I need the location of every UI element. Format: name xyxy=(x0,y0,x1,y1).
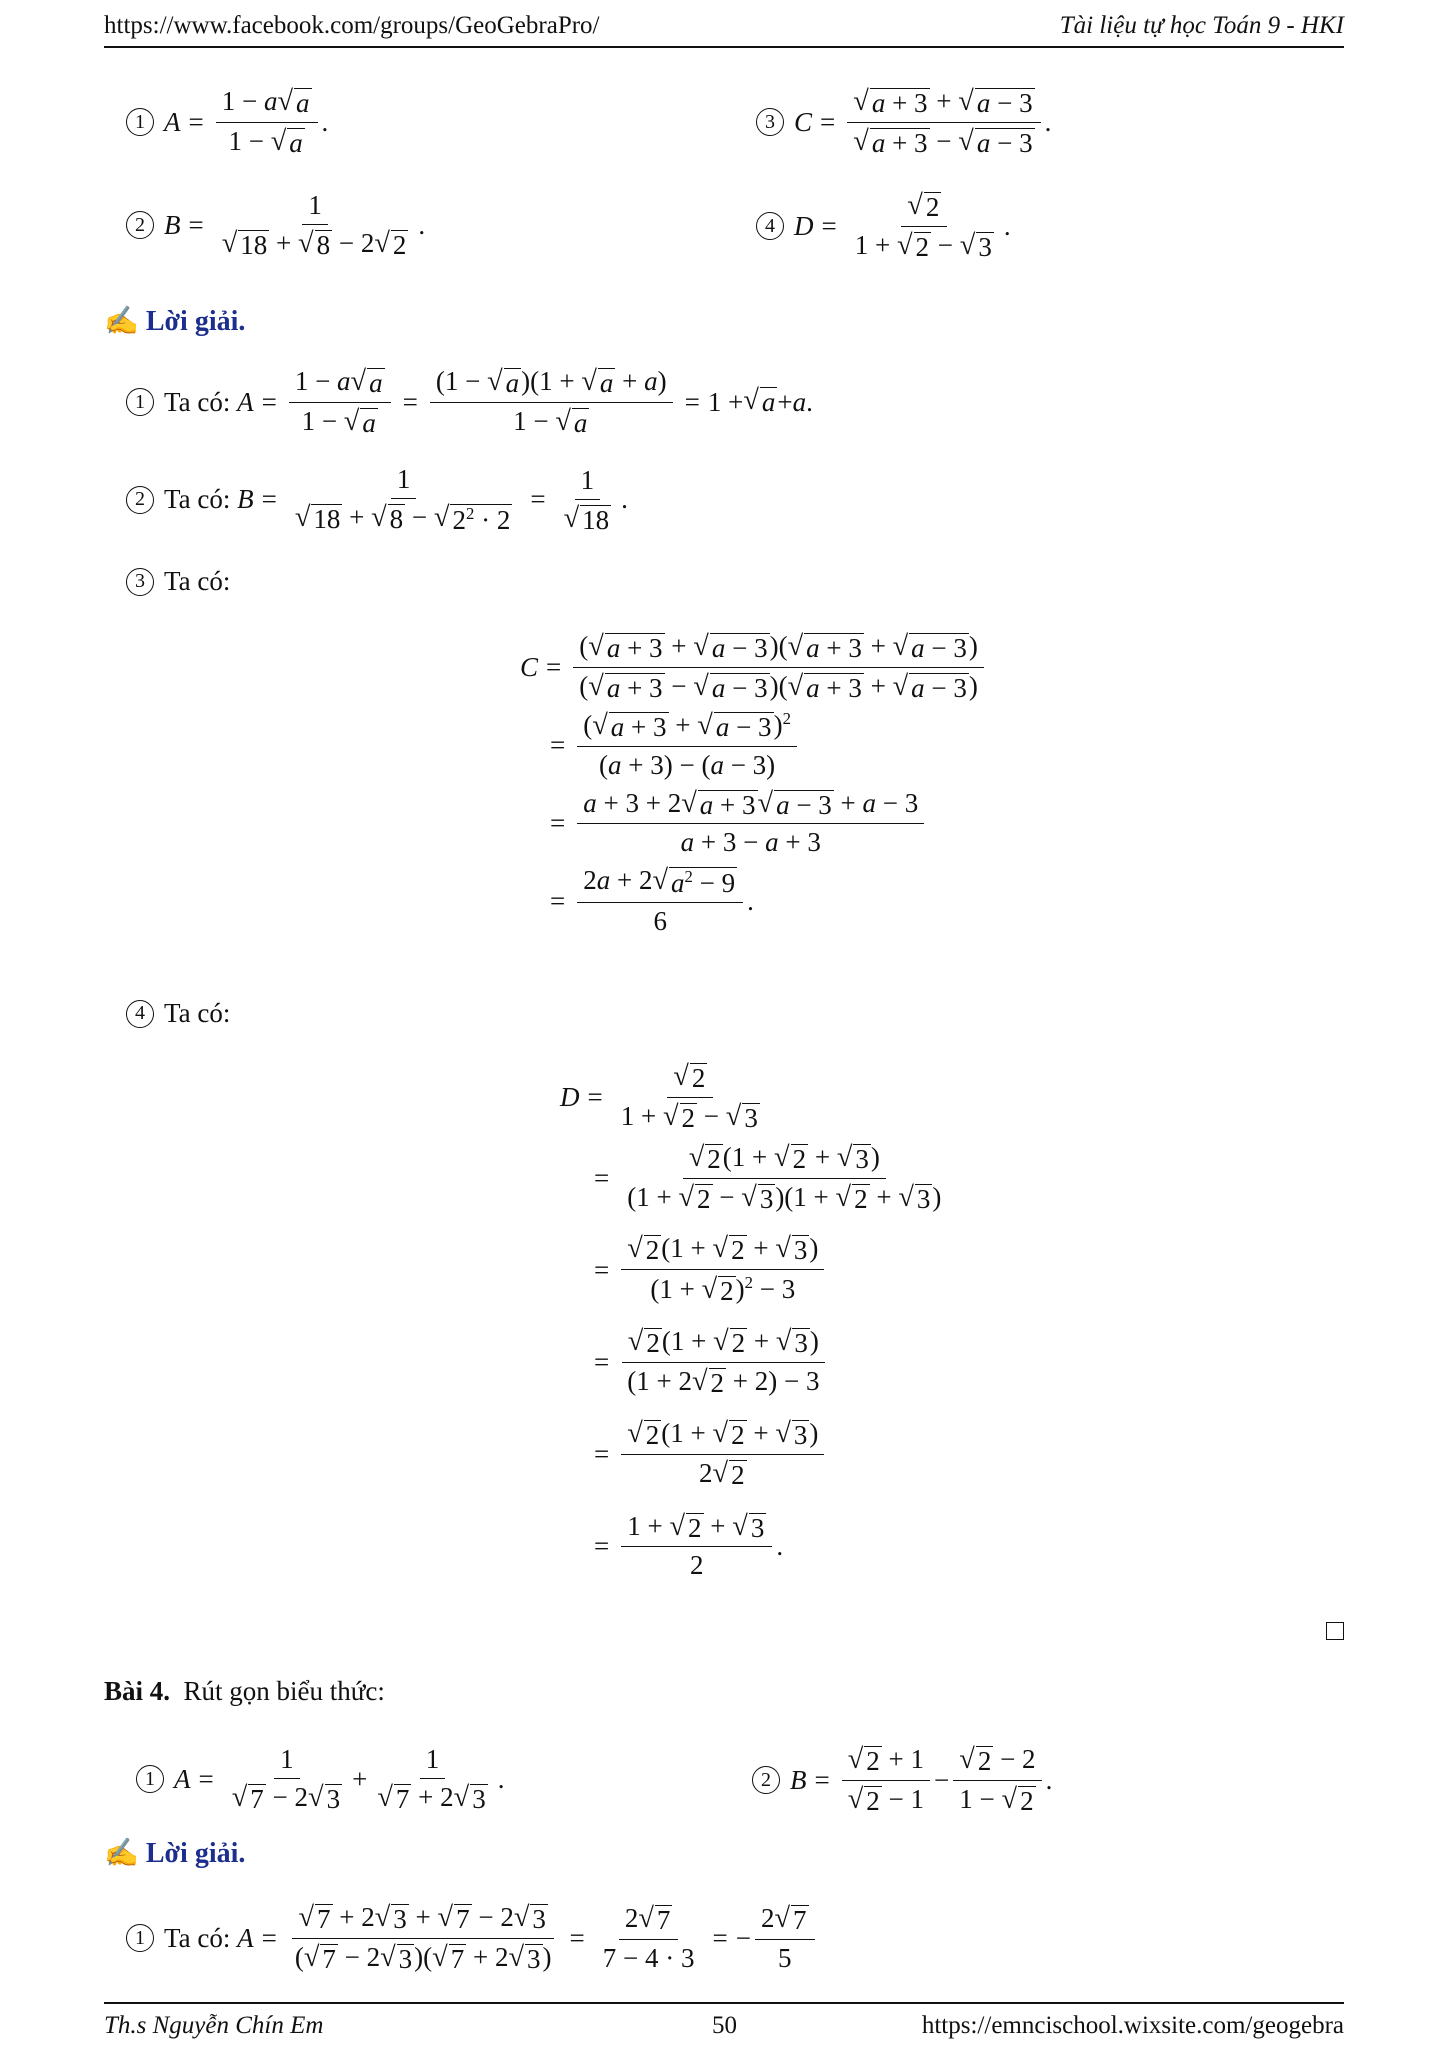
header-rule xyxy=(104,46,1344,48)
circled-number: 4 xyxy=(126,1000,154,1028)
header-url[interactable]: https://www.facebook.com/groups/GeoGebraPro/ xyxy=(104,12,600,39)
writing-hand-icon: ✍ xyxy=(104,306,139,337)
solution2-item-1: 1 Ta có: A = √ 7 + 2 √ 3 + √ 7 − 2 √ 3 ( √ 7 − 2 √ 3 )( √ 7 + 2 √ 3 ) = 2 √ 7 7 − 4 · 3 = − 2 √ 7 5 xyxy=(126,1902,819,1974)
solution-item-4 xyxy=(126,998,230,1029)
problem-d: 4 D = √ 2 1 + √ 2 − √ 3 . xyxy=(756,190,1011,262)
derivation-c: C = ( √ a + 3 + √ a − 3 )( √ a + 3 + √ a − 3 ) ( √ a + 3 − √ a − 3 )( √ a + 3 + √ a − 3 ) = ( √ a + 3 + √ a − 3 )$^2$ (a + 3) − (a − 3) = a + 3 + 2 √ a + 3 √ a − 3 + a − 3 a + 3 − a + 3 = 2a + 2 √ $a^2 - 9$ 6 . xyxy=(520,628,988,940)
circled-number: 1 xyxy=(126,1924,154,1952)
solution-prefix: Ta có: xyxy=(164,484,231,515)
circled-number: 1 xyxy=(126,388,154,416)
var-d: D xyxy=(794,210,814,241)
circled-number: 1 xyxy=(136,1765,164,1793)
solution-item-2: 2 Ta có: B = 1 √ 18 + √ 8 − √ $2^2 \cdot 2$ = 1 √ 18 . xyxy=(126,464,628,536)
page-number: 50 xyxy=(712,2012,737,2039)
problem-c: 3 C = √ a + 3 + √ a − 3 √ a + 3 − √ a − 3 . xyxy=(756,86,1051,158)
footer-site[interactable]: https://emncischool.wixsite.com/geogebra xyxy=(921,2012,1344,2039)
solution-item-1: 1 Ta có: A = 1 − a √ a 1 − √ a = (1 − √ a )(1 + √ a + a) 1 − √ a = 1 + √ a + a . xyxy=(126,366,813,438)
qed-square-icon xyxy=(1326,1622,1344,1640)
exercise-text: Rút gọn biểu thức: xyxy=(183,1676,385,1706)
exercise-heading xyxy=(104,1676,385,1707)
solution-title-text: Lời giải. xyxy=(145,306,246,337)
var-b: B xyxy=(164,209,181,240)
circled-number: 2 xyxy=(126,211,154,239)
solution-prefix: Ta có: xyxy=(164,998,231,1028)
solution-title-text: Lời giải. xyxy=(145,1838,246,1869)
derivation-d: D = √ 2 1 + √ 2 − √ 3 = √ 2 (1 + √ 2 + √ 3 ) (1 + √ 2 − √ 3 )(1 + √ 2 + √ 3 ) = √ 2 (1 + √ 2 + √ 3 ) (1 + √ 2 )$^2$ − 3 = √ 2 (1 + √ 2 + √ 3 ) (1 + 2 √ 2 + 2) − 3 = √ 2 (1 + √ 2 + √ 3 ) 2 √ 2 = 1 + √ 2 + √ 3 2 . xyxy=(560,1060,942,1581)
exercise-label: Bài 4. xyxy=(104,1676,171,1706)
var-a: A xyxy=(164,106,181,137)
circled-number: 1 xyxy=(126,108,154,136)
problem-a: 1 A = 1 − a √ a 1 − √ a . xyxy=(126,86,328,158)
solution-prefix: Ta có: xyxy=(164,386,231,417)
solution-title xyxy=(104,304,245,338)
problem-b: 2 B = 1 √ 18 + √ 8 − 2 √ 2 . xyxy=(126,190,425,261)
var-c: C xyxy=(794,106,813,137)
footer-rule xyxy=(104,2002,1344,2004)
exercise-problem-a: 1 A = 1 √ 7 − 2 √ 3 + 1 √ 7 + 2 √ 3 . xyxy=(136,1744,504,1815)
solution-prefix: Ta có: xyxy=(164,1922,231,1953)
circled-number: 2 xyxy=(752,1766,780,1794)
exercise-problem-b: 2 B = √ 2 + 1 √ 2 − 1 − √ 2 − 2 1 − √ 2 . xyxy=(752,1744,1052,1816)
circled-number: 3 xyxy=(756,108,784,136)
solution-prefix: Ta có: xyxy=(164,566,231,596)
solution-title-2 xyxy=(104,1836,245,1870)
writing-hand-icon: ✍ xyxy=(104,1838,139,1869)
header-title: Tài liệu tự học Toán 9 - HKI xyxy=(1059,12,1344,39)
circled-number: 2 xyxy=(126,486,154,514)
footer-author: Th.s Nguyễn Chín Em xyxy=(104,2012,324,2039)
circled-number: 3 xyxy=(126,568,154,596)
solution-item-3 xyxy=(126,566,230,597)
circled-number: 4 xyxy=(756,212,784,240)
